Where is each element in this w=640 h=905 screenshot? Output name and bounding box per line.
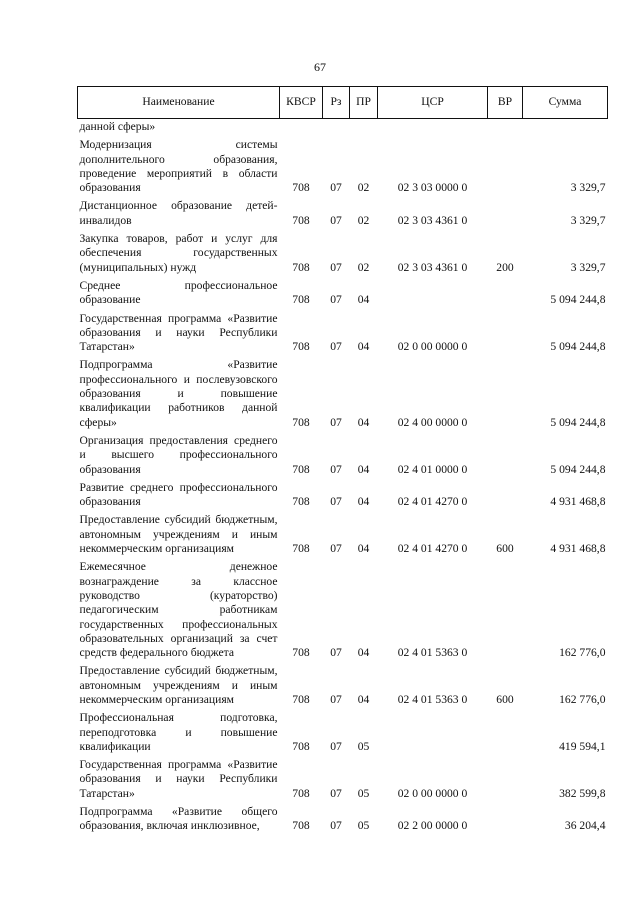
cell-rz: 07 — [330, 260, 342, 274]
cell-name: Государственная программа «Развитие образования и науки Республики Татарстан» — [79, 311, 278, 354]
table-row — [78, 357, 608, 432]
cell-vr — [488, 559, 523, 663]
cell-pr: 04 — [357, 542, 370, 556]
cell-kvsr: 708 — [292, 181, 310, 195]
cell-amount: 419 594,1 — [559, 739, 606, 753]
cell-vr — [488, 198, 523, 231]
cell-name: Дистанционное образование детей-инвалидов — [79, 199, 278, 227]
cell-kvsr: 708 — [292, 542, 310, 556]
cell-rz: 07 — [330, 739, 342, 753]
table-header-row — [78, 87, 608, 119]
table-row — [78, 663, 608, 710]
table-row — [78, 278, 608, 311]
cell-name: Предоставление субсидий бюджетным, автономным учреждениям и иным некоммерческим организациям — [79, 513, 278, 556]
cell-vr — [488, 357, 523, 432]
cell-csr — [378, 710, 488, 757]
cell-pr: 04 — [357, 462, 370, 476]
cell-pr: 04 — [357, 340, 370, 354]
cell-pr: 05 — [357, 786, 370, 800]
cell-csr: 02 0 00 0000 0 — [397, 340, 468, 354]
cell-csr: 02 4 01 4270 0 — [397, 542, 468, 556]
cell-csr: 02 3 03 0000 0 — [397, 181, 468, 195]
cell-pr: 04 — [357, 293, 370, 307]
column-header-vr: ВР — [488, 87, 523, 119]
cell-rz: 07 — [330, 293, 342, 307]
page-number: 67 — [314, 60, 326, 74]
table-row — [78, 757, 608, 804]
cell-amount: 5 094 244,8 — [550, 415, 606, 429]
cell-kvsr: 708 — [292, 213, 310, 227]
cell-csr: 02 4 00 0000 0 — [397, 415, 468, 429]
table-row — [78, 311, 608, 358]
cell-name: Предоставление субсидий бюджетным, автономным учреждениям и иным некоммерческим организациям — [79, 664, 278, 706]
cell-amount: 5 094 244,8 — [550, 462, 606, 476]
cell-vr — [488, 311, 523, 358]
cell-kvsr: 708 — [292, 739, 310, 753]
cell-vr — [488, 757, 523, 804]
cell-amount: 5 094 244,8 — [550, 293, 606, 307]
column-header-amount: Сумма — [523, 87, 608, 119]
cell-kvsr: 708 — [292, 293, 310, 307]
cell-name: Закупка товаров, работ и услуг для обеспечения государственных (муниципальных) нужд — [79, 232, 278, 274]
table-row — [78, 137, 608, 198]
cell-name: Среднее профессиональное образование — [79, 278, 278, 307]
column-header-csr: ЦСР — [378, 87, 488, 119]
cell-kvsr: 708 — [292, 415, 310, 429]
cell-vr — [488, 433, 523, 480]
table-row — [78, 433, 608, 480]
cell-kvsr: 708 — [292, 646, 310, 660]
column-header-kvsr: КВСР — [280, 87, 323, 119]
cell-name: Подпрограмма «Развитие профессионального и послевузовского образования и повышение квалификации работников данной сферы» — [79, 358, 278, 429]
cell-rz: 07 — [330, 819, 342, 833]
cell-pr: 02 — [357, 181, 370, 195]
cell-amount: 4 931 468,8 — [550, 542, 606, 556]
cell-pr: 02 — [357, 260, 370, 274]
cell-vr: 200 — [496, 260, 514, 274]
cell-csr: 02 0 00 0000 0 — [397, 786, 468, 800]
column-header-pr: ПР — [350, 87, 378, 119]
cell-pr: 02 — [357, 213, 370, 227]
continuation-row — [78, 119, 608, 138]
cell-csr: 02 3 03 4361 0 — [397, 260, 468, 274]
cell-rz: 07 — [330, 495, 342, 509]
cell-name: Профессиональная подготовка, переподготовка и повышение квалификации — [79, 711, 278, 753]
cell-vr — [488, 710, 523, 757]
cell-name: Государственная программа «Развитие образования и науки Республики Татарстан» — [79, 758, 278, 800]
cell-csr — [378, 278, 488, 311]
cell-csr: 02 4 01 0000 0 — [397, 462, 468, 476]
cell-name: Ежемесячное денежное вознаграждение за классное руководство (кураторство) педагогическим работникам государственных профессиональных образовательных организаций за счет средств федерального бюджета — [79, 560, 278, 660]
cell-amount: 382 599,8 — [559, 786, 606, 800]
table-row — [78, 480, 608, 513]
cell-rz: 07 — [330, 181, 342, 195]
cell-kvsr: 708 — [292, 819, 310, 833]
cell-name: Подпрограмма «Развитие общего образования, включая инклюзивное, — [79, 805, 278, 833]
cell-csr: 02 3 03 4361 0 — [397, 213, 468, 227]
cell-pr: 04 — [357, 415, 370, 429]
cell-vr: 600 — [496, 692, 514, 706]
cell-rz: 07 — [330, 415, 342, 429]
cell-kvsr: 708 — [292, 692, 310, 706]
cell-rz: 07 — [330, 646, 342, 660]
cell-amount: 36 204,4 — [564, 819, 606, 833]
cell-kvsr: 708 — [292, 462, 310, 476]
column-header-name: Наименование — [78, 87, 280, 119]
table-row — [78, 198, 608, 231]
cell-vr — [488, 480, 523, 513]
table-row — [78, 710, 608, 757]
cell-kvsr: 708 — [292, 786, 310, 800]
cell-amount: 162 776,0 — [559, 692, 606, 706]
cell-rz: 07 — [330, 542, 342, 556]
table-row — [78, 804, 608, 837]
cell-rz: 07 — [330, 786, 342, 800]
table-row — [78, 231, 608, 278]
cell-kvsr: 708 — [292, 260, 310, 274]
cell-amount: 5 094 244,8 — [550, 340, 606, 354]
cell-amount: 162 776,0 — [559, 646, 606, 660]
cell-rz: 07 — [330, 213, 342, 227]
cell-amount: 3 329,7 — [570, 213, 606, 227]
cell-rz: 07 — [330, 692, 342, 706]
cell-pr: 05 — [357, 739, 370, 753]
cell-rz: 07 — [330, 340, 342, 354]
cell-pr: 04 — [357, 646, 370, 660]
cell-vr — [488, 278, 523, 311]
cell-vr — [488, 137, 523, 198]
cell-amount: 4 931 468,8 — [550, 495, 606, 509]
continuation-text: данной сферы» — [79, 120, 156, 133]
cell-vr: 600 — [496, 542, 514, 556]
table-row — [78, 559, 608, 663]
cell-csr: 02 4 01 4270 0 — [397, 495, 468, 509]
cell-csr: 02 4 01 5363 0 — [397, 646, 468, 660]
cell-kvsr: 708 — [292, 495, 310, 509]
cell-pr: 04 — [357, 692, 370, 706]
cell-csr: 02 2 00 0000 0 — [397, 819, 468, 833]
cell-vr — [488, 804, 523, 837]
cell-pr: 04 — [357, 495, 370, 509]
cell-name: Модернизация системы дополнительного образования, проведение мероприятий в области образования — [79, 138, 278, 195]
cell-rz: 07 — [330, 462, 342, 476]
cell-amount: 3 329,7 — [570, 260, 606, 274]
budget-table — [77, 86, 608, 837]
column-header-rz: Рз — [323, 87, 350, 119]
cell-amount: 3 329,7 — [570, 181, 606, 195]
cell-pr: 05 — [357, 819, 370, 833]
cell-name: Организация предоставления среднего и высшего профессионального образования — [79, 433, 278, 476]
table-row — [78, 512, 608, 559]
cell-csr: 02 4 01 5363 0 — [397, 692, 468, 706]
cell-name: Развитие среднего профессионального образования — [79, 480, 278, 509]
cell-kvsr: 708 — [292, 340, 310, 354]
